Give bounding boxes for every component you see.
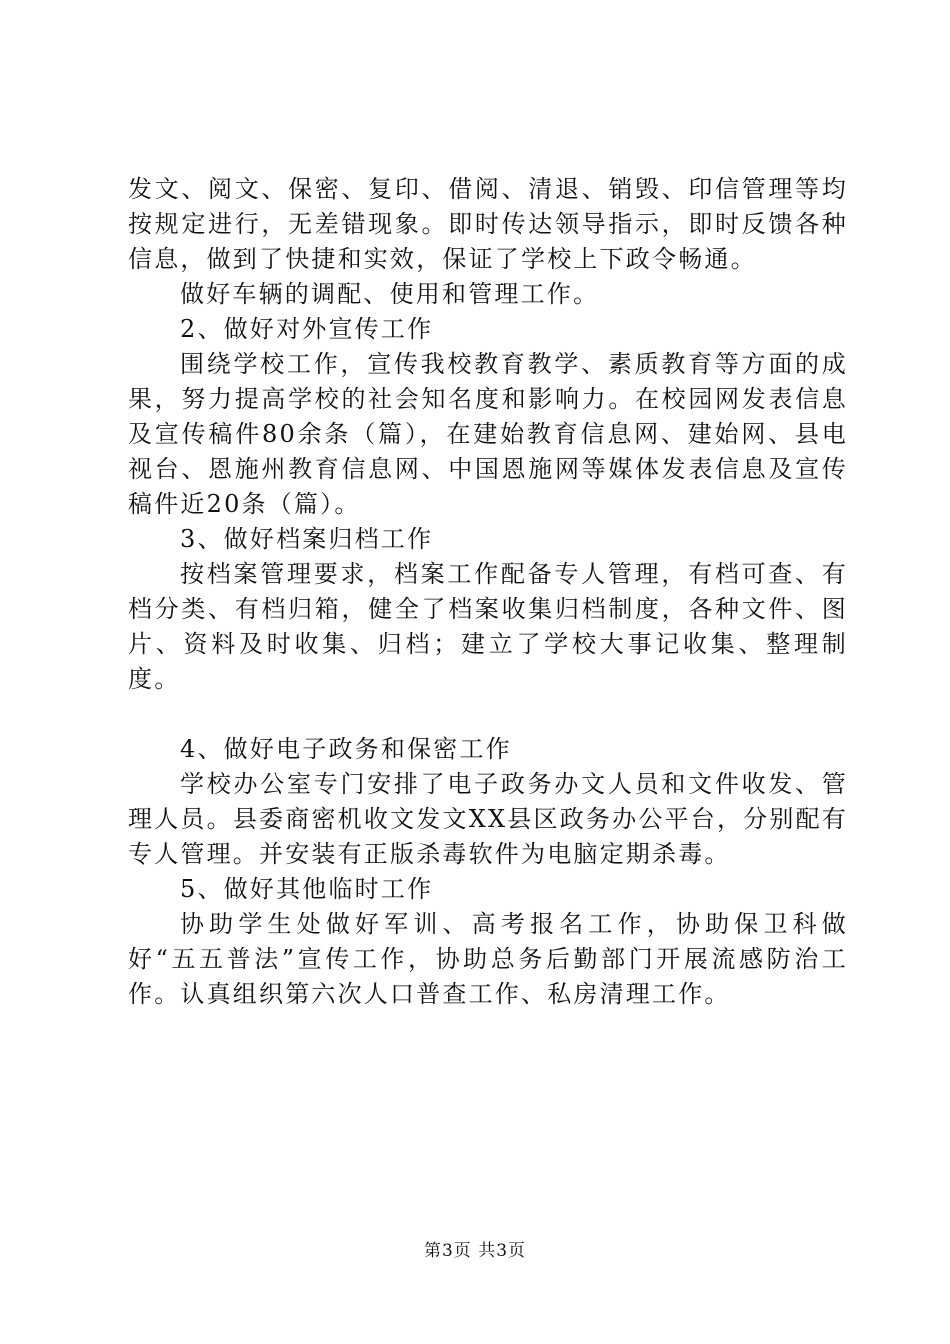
paragraph-other-tasks: 协助学生处做好军训、高考报名工作，协助保卫科做好“五五普法”宣传工作，协助总务后勤部门开展流感防治工作。认真组织第六次人口普查工作、私房清理工作。 [128, 910, 848, 1008]
paragraph-publicity: 围绕学校工作，宣传我校教育教学、素质教育等方面的成果，努力提高学校的社会知名度和影响力。在校园网发表信息及宣传稿件80余条（篇），在建始教育信息网、建始网、县电视台、恩施州教育信息网、中国恩施网等媒体发表信息及宣传稿件近20条（篇）。 [128, 350, 848, 518]
document-body [128, 172, 848, 1012]
paragraph-e-government: 学校办公室专门安排了电子政务办文人员和文件收发、管理人员。县委商密机收文发文XX县区政务办公平台，分别配有专人管理。并安装有正版杀毒软件为电脑定期杀毒。 [128, 770, 848, 868]
paragraph-document-handling: 发文、阅文、保密、复印、借阅、清退、销毁、印信管理等均按规定进行，无差错现象。即时传达领导指示，即时反馈各种信息，做到了快捷和实效，保证了学校上下政令畅通。 [128, 175, 848, 273]
paragraph-vehicle-management: 做好车辆的调配、使用和管理工作。 [180, 280, 600, 308]
section-heading-other-tasks: 5、做好其他临时工作 [180, 875, 434, 903]
section-heading-e-government: 4、做好电子政务和保密工作 [180, 735, 512, 763]
page-number-footer: 第3页 共3页 [423, 1241, 527, 1261]
paragraph-spacer [128, 697, 848, 732]
paragraph-archives: 按档案管理要求，档案工作配备专人管理，有档可查、有档分类、有档归箱，健全了档案收集归档制度，各种文件、图片、资料及时收集、归档；建立了学校大事记收集、整理制度。 [128, 560, 848, 693]
section-heading-publicity: 2、做好对外宣传工作 [180, 315, 434, 343]
section-heading-archives: 3、做好档案归档工作 [180, 525, 434, 553]
